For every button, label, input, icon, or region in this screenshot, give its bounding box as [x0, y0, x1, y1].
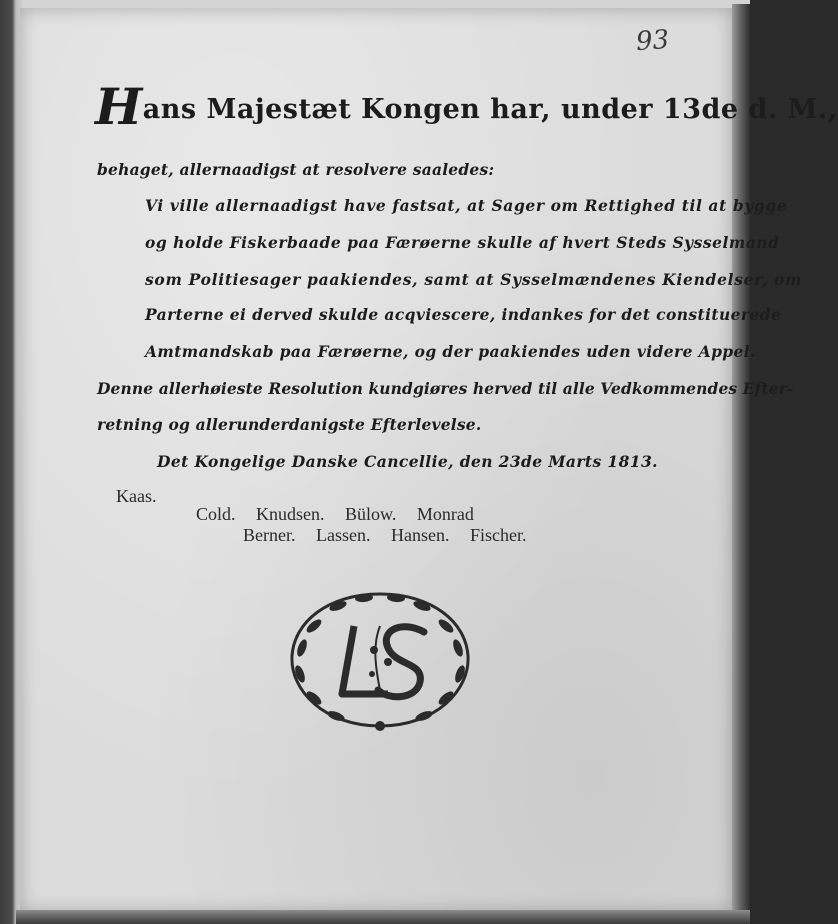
- signature-row-1: [196, 504, 490, 525]
- page-edge-right: [732, 4, 750, 920]
- signature-name: Cold.: [196, 504, 236, 524]
- page-edge-bottom: [16, 910, 750, 924]
- signature-name: Knudsen.: [256, 504, 325, 524]
- body-line-3: og holde Fiskerbaade paa Færøerne skulle af hvert Steds Sysselmand: [145, 233, 780, 252]
- wreath-branch-icon: [292, 594, 468, 726]
- folio-number: 93: [634, 24, 671, 58]
- body-line-1: behaget, allernaadigst at resolvere saaledes:: [97, 160, 495, 179]
- signature-name: Berner.: [243, 525, 296, 545]
- body-line-2: Vi ville allernaadigst have fastsat, at Sager om Rettighed til at bygge: [145, 196, 788, 215]
- signature-name: Lassen.: [315, 525, 371, 545]
- signature-name: Bülow.: [345, 504, 397, 524]
- body-line-8: retning og allerunderdanigste Efterlevelse.: [97, 415, 482, 434]
- monogram-wreath-ornament: [284, 586, 476, 738]
- body-line-5: Parterne ei derved skulde acqviescere, indankes for det constituerede: [145, 305, 782, 324]
- wreath-leaves-icon: [293, 593, 467, 731]
- heading: [95, 77, 838, 136]
- signature-row-2: [243, 525, 542, 546]
- signature-name: Hansen.: [390, 525, 450, 545]
- body-line-7: Denne allerhøieste Resolution kundgiøres herved til alle Vedkommendes Efter-: [97, 379, 794, 398]
- body-line-4: som Politiesager paakiendes, samt at Sysselmændenes Kiendelser, om: [145, 270, 803, 289]
- dateline: Det Kongelige Danske Cancellie, den 23de Marts 1813.: [157, 452, 658, 471]
- heading-dropcap: H: [95, 77, 143, 136]
- signature-kaas: [116, 486, 172, 507]
- heading-text: ans Majestæt Kongen har, under 13de d. M.,: [142, 94, 838, 125]
- signature-name: Monrad: [416, 504, 474, 524]
- signature-name: Kaas.: [116, 486, 157, 506]
- body-line-6: Amtmandskab paa Færøerne, og der paakiendes uden videre Appel.: [145, 342, 756, 361]
- monogram-ls-icon: [342, 626, 424, 697]
- signature-name: Fischer.: [469, 525, 527, 545]
